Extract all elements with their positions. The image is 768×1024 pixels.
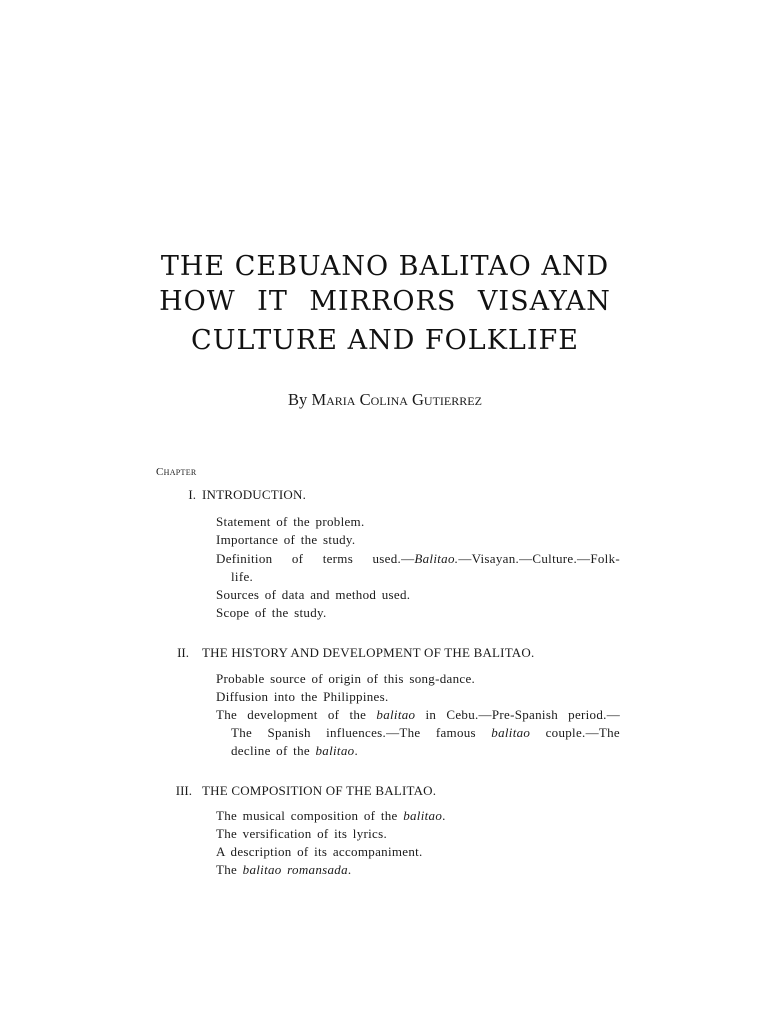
chapter-title: THE HISTORY AND DEVELOPMENT OF THE BALITAO. [202,645,535,660]
chapter-numeral: I. [188,487,196,502]
toc-term-italic: balitao [376,707,416,722]
toc-term-italic: balitao [315,743,355,758]
toc-item [216,808,446,824]
toc-term-italic: balitao romansada [242,862,348,877]
byline-prefix: By [288,390,308,409]
toc-text: The Spanish influences.—The famous [231,725,492,740]
author-name: Maria Colina Gutierrez [311,390,482,409]
toc-text: The [216,862,243,877]
toc-text: decline of the [231,743,316,758]
toc-item: Scope of the study. [216,605,327,620]
toc-item [216,551,620,567]
toc-text: in Cebu.—Pre-Spanish period.— [415,707,621,722]
toc-chapter-heading: Chapter [156,466,197,478]
chapter-numeral: III. [175,783,192,798]
toc-term-italic: balitao [491,725,531,740]
toc-item-continuation [231,725,620,741]
toc-item: The versification of its lyrics. [216,826,388,841]
document-title-line-1: THE CEBUANO BALITAO AND [160,251,610,282]
toc-item: Importance of the study. [216,532,356,547]
toc-text: couple.—The [530,725,620,740]
toc-item: Diffusion into the Philippines. [216,689,389,704]
toc-term-italic: balitao [403,808,443,823]
toc-text: Definition of terms used.— [216,551,415,566]
toc-text: . [347,862,352,877]
toc-text: —Visayan.—Culture.—Folk- [458,551,620,566]
toc-text: The musical composition of the [216,808,404,823]
toc-item: Probable source of origin of this song-dance. [216,671,476,686]
byline [150,390,620,410]
toc-item [216,707,620,723]
toc-item: Sources of data and method used. [216,587,411,602]
toc-item [216,862,351,878]
toc-item: Statement of the problem. [216,514,365,529]
chapter-numeral: II. [177,645,189,660]
toc-text: The development of the [216,707,377,722]
document-title-line-2: HOW IT MIRRORS VISAYAN [159,286,611,317]
toc-term-italic: Balitao. [414,551,459,566]
toc-text: . [354,743,358,758]
toc-item: A description of its accompaniment. [216,844,423,859]
toc-item-continuation: life. [231,569,254,584]
document-title-line-3: CULTURE AND FOLKLIFE [191,325,579,356]
toc-text: . [442,808,446,823]
chapter-title: INTRODUCTION. [202,487,307,502]
toc-item-continuation [231,743,358,759]
chapter-title: THE COMPOSITION OF THE BALITAO. [202,783,437,798]
